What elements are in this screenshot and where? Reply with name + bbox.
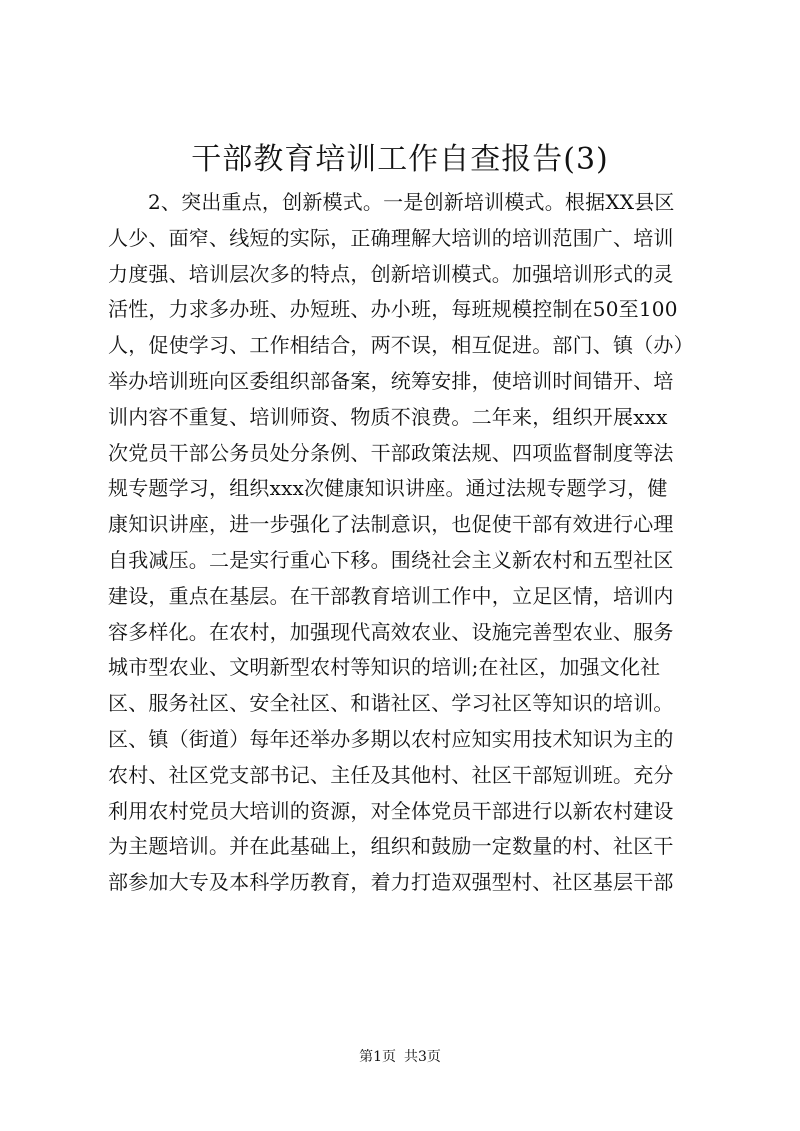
body-line: 区、镇（街道）每年还举办多期以农村应知实用技术知识为主的 [108, 726, 674, 751]
page-number: 第1页 [359, 1049, 396, 1065]
body-line: 训内容不重复、培训师资、物质不浪费。二年来，组织开展xxx [108, 404, 668, 429]
body-line: 2、突出重点，创新模式。一是创新培训模式。根据XX县区 [148, 190, 675, 214]
body-line: 部参加大专及本科学历教育，着力打造双强型村、社区基层干部 [108, 870, 674, 895]
body-line: 容多样化。在农村，加强现代高效农业、设施完善型农业、服务 [108, 619, 674, 644]
body-line: 为主题培训。并在此基础上，组织和鼓励一定数量的村、社区干 [108, 834, 674, 859]
document-title: 干部教育培训工作自查报告(3) [191, 142, 609, 177]
body-line: 活性，力求多办班、办短班、办小班，每班规模控制在50至100 [108, 297, 678, 322]
body-line: 建设，重点在基层。在干部教育培训工作中，立足区情，培训内 [108, 583, 674, 608]
page-total: 共3页 [404, 1049, 441, 1065]
body-line: 规专题学习，组织xxx次健康知识讲座。通过法规专题学习，健 [108, 476, 668, 501]
body-line: 举办培训班向区委组织部备案，统筹安排，使培训时间错开、培 [108, 368, 674, 393]
page-footer [0, 1047, 800, 1067]
body-line: 人，促使学习、工作相结合，两不误，相互促进。部门、镇（办） [108, 333, 694, 358]
body-line: 利用农村党员大培训的资源，对全体党员干部进行以新农村建设 [108, 798, 674, 823]
body-line: 区、服务社区、安全社区、和谐社区、学习社区等知识的培训。 [108, 691, 674, 716]
body-line: 城市型农业、文明新型农村等知识的培训;在社区，加强文化社 [108, 655, 661, 680]
body-line: 力度强、培训层次多的特点，创新培训模式。加强培训形式的灵 [108, 261, 674, 286]
body-line: 自我减压。二是实行重心下移。围绕社会主义新农村和五型社区 [108, 547, 674, 572]
body-line: 次党员干部公务员处分条例、干部政策法规、四项监督制度等法 [108, 440, 674, 465]
body-line: 农村、社区党支部书记、主任及其他村、社区干部短训班。充分 [108, 762, 674, 787]
body-line: 人少、面窄、线短的实际，正确理解大培训的培训范围广、培训 [108, 225, 674, 250]
document-body [108, 185, 708, 901]
body-line: 康知识讲座，进一步强化了法制意识，也促使干部有效进行心理 [108, 512, 674, 537]
